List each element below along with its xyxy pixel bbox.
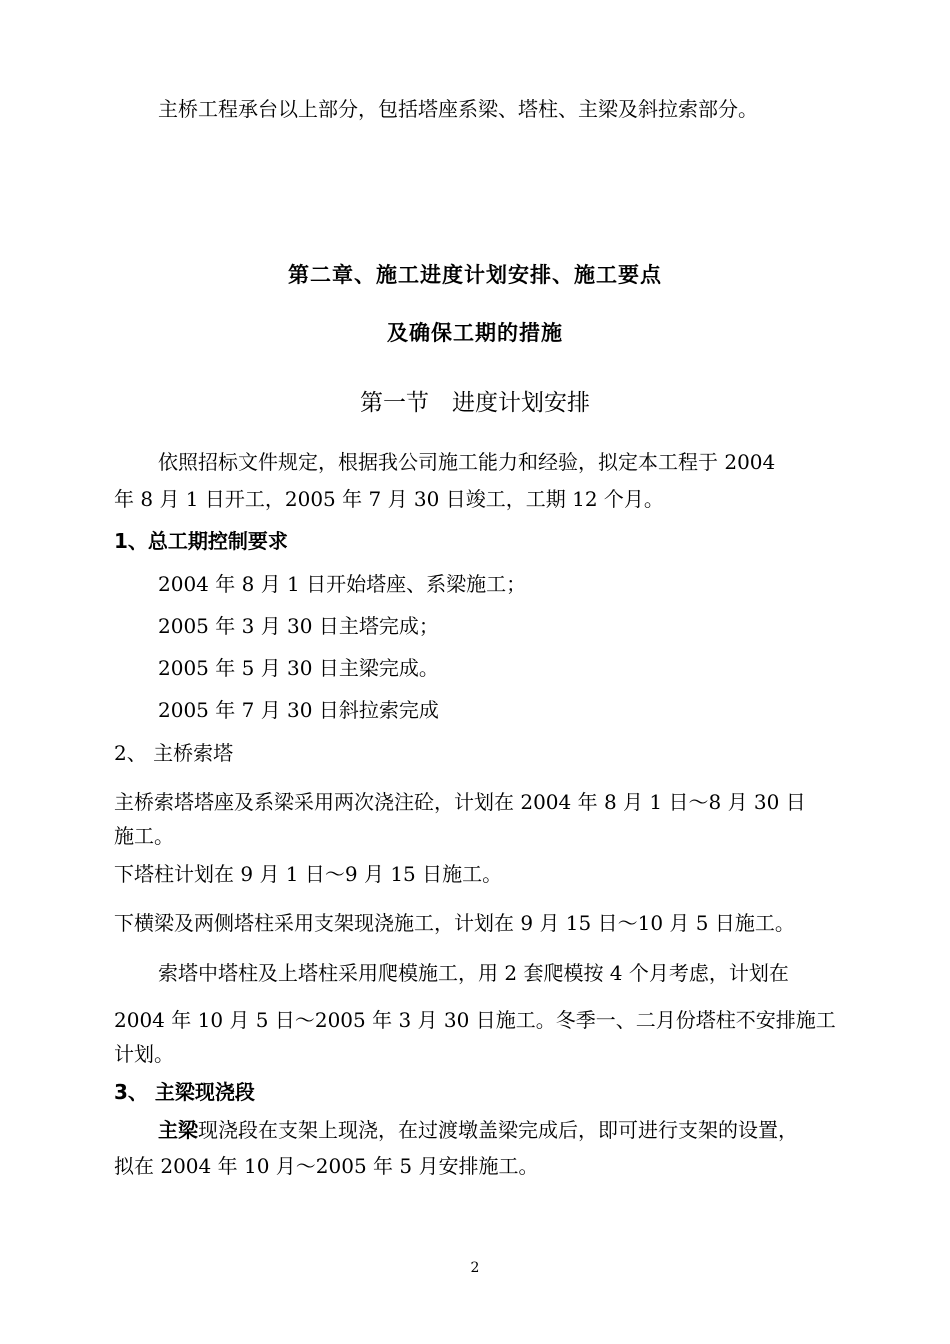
milestone-item: 2005 年 3 月 30 日主塔完成； [158, 614, 439, 638]
page-number: 2 [470, 1260, 480, 1276]
heading-2: 2、 主桥索塔 [114, 741, 234, 765]
milestone-item: 2005 年 7 月 30 日斜拉索完成 [158, 698, 439, 722]
paragraph-1-line-2: 年 8 月 1 日开工，2005 年 7 月 30 日竣工，工期 12 个月。 [114, 487, 664, 511]
milestone-item: 2005 年 5 月 30 日主梁完成。 [158, 656, 439, 680]
paragraph-5-line-3: 计划。 [114, 1042, 174, 1066]
chapter-title-line-2: 及确保工期的措施 [387, 321, 563, 345]
chapter-title-line-1: 第二章、施工进度计划安排、施工要点 [288, 263, 662, 287]
paragraph-3: 下塔柱计划在 9 月 1 日～9 月 15 日施工。 [114, 862, 503, 886]
paragraph-5-line-1: 索塔中塔柱及上塔柱采用爬模施工，用 2 套爬模按 4 个月考虑，计划在 [158, 961, 789, 985]
paragraph-6-text: 现浇段在支架上现浇，在过渡墩盖梁完成后，即可进行支架的设置， [198, 1118, 798, 1142]
paragraph-4: 下横梁及两侧塔柱采用支架现浇施工，计划在 9 月 15 日～10 月 5 日施工。 [114, 911, 795, 935]
paragraph-2-line-1: 主桥索塔塔座及系梁采用两次浇注砼，计划在 2004 年 8 月 1 日～8 月 30 日 [114, 790, 806, 814]
paragraph-6-line-1 [158, 1117, 844, 1143]
intro-line: 主桥工程承台以上部分，包括塔座系梁、塔柱、主梁及斜拉索部分。 [158, 97, 758, 121]
section-title: 第一节 进度计划安排 [360, 390, 590, 416]
paragraph-1-line-1: 依照招标文件规定，根据我公司施工能力和经验，拟定本工程于 2004 [158, 450, 776, 474]
heading-3: 3、 主梁现浇段 [114, 1080, 255, 1104]
milestone-item: 2004 年 8 月 1 日开始塔座、系梁施工； [158, 572, 527, 596]
paragraph-2-line-2: 施工。 [114, 824, 174, 848]
paragraph-6-line-2: 拟在 2004 年 10 月～2005 年 5 月安排施工。 [114, 1154, 539, 1178]
paragraph-6-bold-term: 主梁 [158, 1118, 198, 1142]
paragraph-5-line-2: 2004 年 10 月 5 日～2005 年 3 月 30 日施工。冬季一、二月份塔柱不安排施工 [114, 1008, 836, 1032]
heading-1: 1、总工期控制要求 [114, 529, 288, 553]
